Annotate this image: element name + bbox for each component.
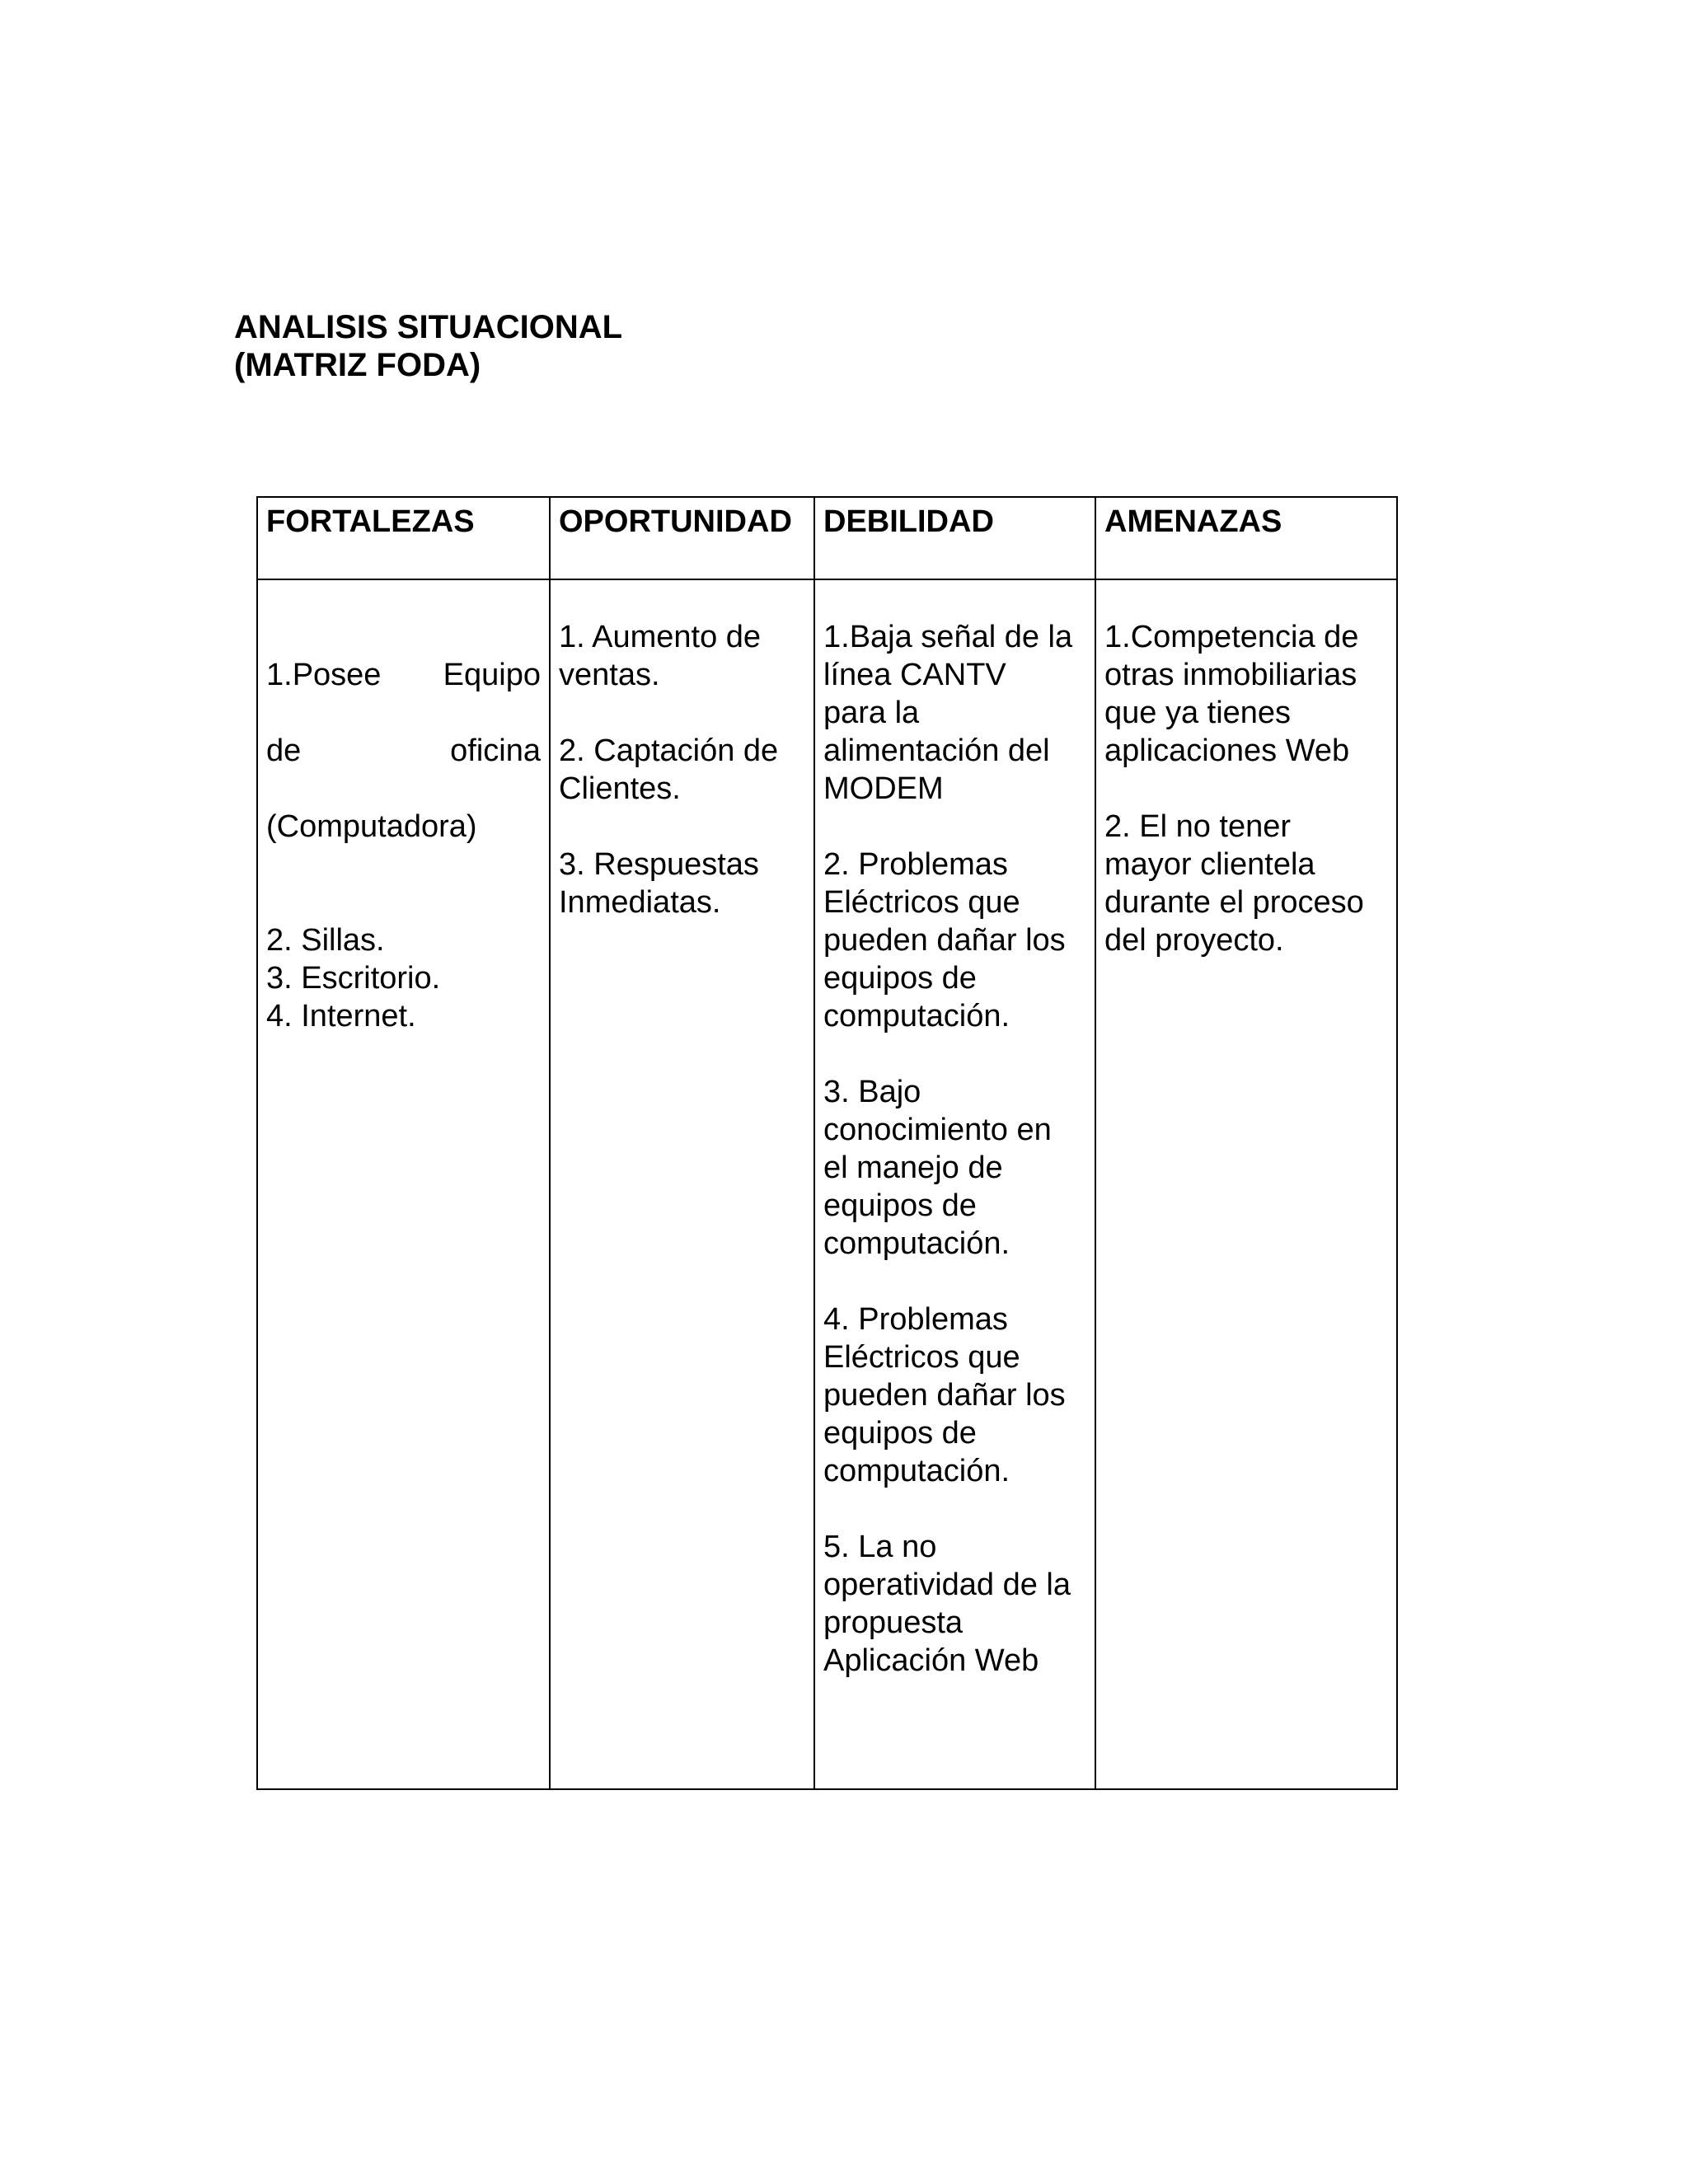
cell-amenazas (1095, 579, 1397, 1789)
debilidad-item-2: 2. Problemas Eléctricos que pueden dañar los equipos de computación. (823, 847, 1066, 1033)
cell-oportunidad (550, 579, 814, 1789)
header-amenazas: AMENAZAS (1095, 497, 1397, 579)
fortaleza-item-1-line-2-right: oficina (450, 733, 541, 768)
table-header-row (257, 497, 1397, 579)
cell-debilidad (814, 579, 1095, 1789)
header-oportunidad: OPORTUNIDAD (550, 497, 814, 579)
fortaleza-item-1-line-2-left: de (266, 733, 302, 768)
debilidad-item-5: 5. La no operatividad de la propuesta Aplicación Web (823, 1530, 1071, 1678)
cell-fortalezas (257, 579, 550, 1789)
fortaleza-item-1-line-3: (Computadora) (266, 809, 477, 844)
fortaleza-item-1 (266, 618, 541, 883)
fortaleza-item-1-line-1 (266, 656, 541, 694)
oportunidad-item-2: 2. Captación de Clientes. (559, 733, 779, 806)
page-title (234, 308, 622, 384)
fortaleza-item-3: 3. Escritorio. (266, 961, 441, 996)
oportunidad-item-1: 1. Aumento de ventas. (559, 620, 762, 692)
foda-matrix-table (256, 496, 1398, 1790)
oportunidad-item-3: 3. Respuestas Inmediatas. (559, 847, 759, 920)
amenaza-item-1: 1.Competencia de otras inmobiliarias que ya tienes aplicaciones Web (1104, 620, 1359, 768)
header-fortalezas: FORTALEZAS (257, 497, 550, 579)
page-title-line1: ANALISIS SITUACIONAL (234, 309, 623, 345)
fortaleza-item-2: 2. Sillas. (266, 923, 385, 958)
header-debilidad: DEBILIDAD (814, 497, 1095, 579)
fortaleza-item-1-line-1-left: 1.Posee (266, 658, 382, 692)
fortaleza-item-1-line-1-right: Equipo (443, 658, 541, 692)
fortaleza-item-4: 4. Internet. (266, 999, 416, 1033)
table-body-row (257, 579, 1397, 1789)
debilidad-item-1: 1.Baja señal de la línea CANTV para la alimentación del MODEM (823, 620, 1073, 806)
fortaleza-item-1-line-2 (266, 732, 541, 770)
page-title-line2: (MATRIZ FODA) (234, 347, 481, 383)
debilidad-item-3: 3. Bajo conocimiento en el manejo de equipos de computación. (823, 1075, 1052, 1261)
debilidad-item-4: 4. Problemas Eléctricos que pueden dañar los equipos de computación. (823, 1302, 1066, 1488)
amenaza-item-2: 2. El no tener mayor clientela durante el proceso del proyecto. (1104, 809, 1364, 958)
